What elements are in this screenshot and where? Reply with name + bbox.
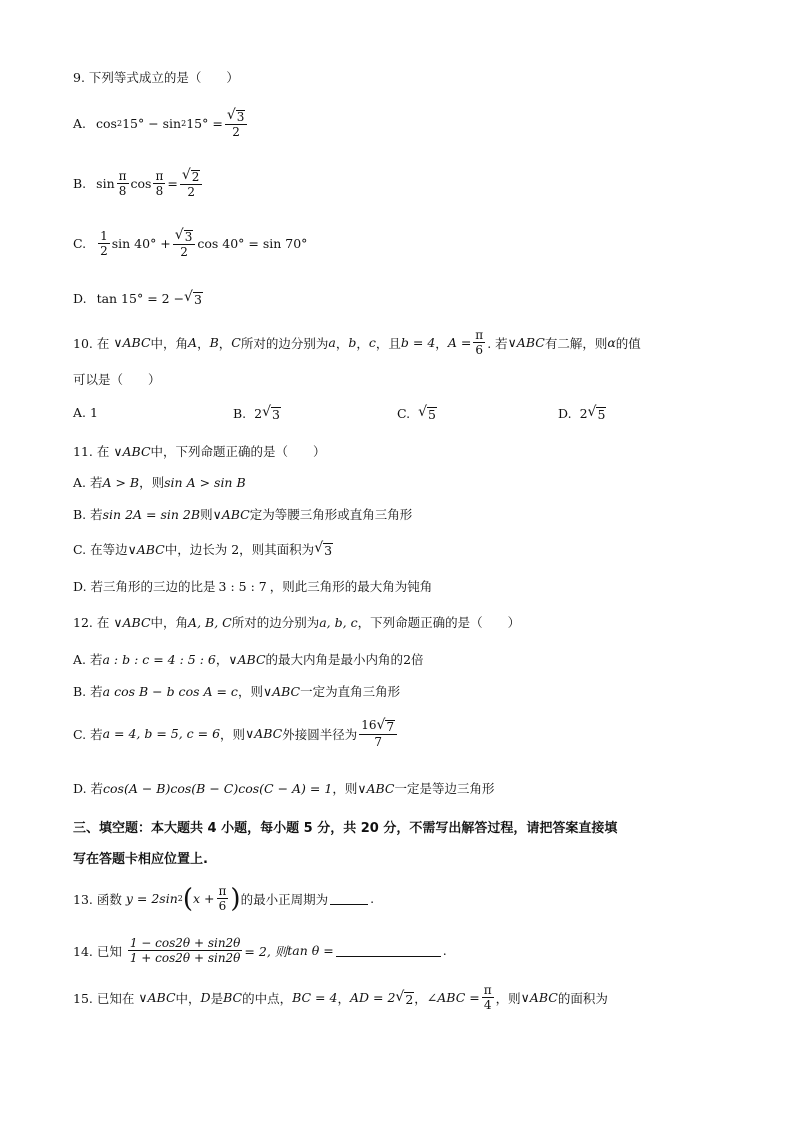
q10-option-a: A. 1 xyxy=(73,405,98,420)
q11-option-a: A. 若 A > B ，则 sin A > sin B xyxy=(73,474,246,490)
q9-option-a: A. cos 2 15° − sin 2 15° = √ 3 2 xyxy=(73,108,249,140)
q10-stem: 10. 在 ∨ABC 中，角 A ， B ， C 所对的边分别为 a ， b ， c ，且 b = 4 ， A = $\frac{\pi}{6}$ . 若 ∨ABC 有二解，则 α 的值 xyxy=(73,328,641,358)
q12-option-d: D. 若 cos(A − B)cos(B − C)cos(C − A) = 1 ，则 ∨ABC 一定是等边三角形 xyxy=(73,780,495,796)
section-heading: 三、填空题：本大题共 4 小题，每小题 5 分，共 20 分，不需写出解答过程，请把答案直接填 xyxy=(73,821,618,836)
q12-option-a: A. 若 a : b : c = 4 : 5 : 6 ， ∨ABC 的最大内角是最小内角的 2 倍 xyxy=(73,651,424,667)
q11-stem: 11. 在 ∨ABC 中，下列命题正确的是（ ） xyxy=(73,443,326,459)
q10-stem-cont: 可以是（ ） xyxy=(73,372,161,387)
q10-option-b: B. 2 √ 3 xyxy=(233,404,280,422)
q9-option-c: C. $\frac{1}{2}$ sin 40° + √ 3 2 cos 40° = sin 70° xyxy=(73,227,308,260)
q9-option-b: B. sin $\frac{\pi}{8}$ cos $\frac{\pi}{8}$ = √ 2 2 xyxy=(73,168,204,200)
q9-stem: 9. 下列等式成立的是（ ） xyxy=(73,70,239,85)
q11-option-c: C. 在等边 ∨ABC 中，边长为 2，则其面积为 √ 3 xyxy=(73,539,333,558)
q10-option-c: C. √ 5 xyxy=(397,404,436,422)
q12-stem: 12. 在 ∨ABC 中，角 A, B, C 所对的边分别为 a, b, c ，下列命题正确的是（ ） xyxy=(73,614,521,630)
q14-stem: 14. 已知 $\frac{1 - \cos 2\theta + \sin 2\theta}{1 + \cos 2\theta + \sin 2\theta}$ = 2, 则 tan θ = . xyxy=(73,936,447,966)
q15-stem: 15. 已知在 ∨ABC 中， D 是 BC 的中点， BC = 4 ， AD = 2 √ 2 ， ∠ABC = $\frac{\pi}{4}$ ，则 ∨ABC 的面积为 xyxy=(73,983,608,1013)
q10-option-d: D. 2 √ 5 xyxy=(558,404,606,422)
q11-option-b: B. 若 sin 2A = sin 2B 则 ∨ABC 定为等腰三角形或直角三角形 xyxy=(73,506,413,522)
answer-blank[interactable] xyxy=(330,892,368,905)
q11-option-d: D. 若三角形的三边的比是 3 : 5 : 7 ，则此三角形的最大角为钝角 xyxy=(73,578,433,594)
q13-stem: 13. 函数 y = 2sin 2 ( x + $\frac{\pi}{6}$ ) 的最小正周期为 . xyxy=(73,883,375,914)
answer-blank[interactable] xyxy=(336,944,441,957)
q12-option-b: B. 若 a cos B − b cos A = c ，则 ∨ABC 一定为直角三角形 xyxy=(73,683,401,699)
section-heading-cont: 写在答题卡相应位置上. xyxy=(73,852,208,867)
q9-option-d: D. tan 15° = 2 − √ 3 xyxy=(73,289,202,307)
q12-option-c: C. 若 a = 4, b = 5, c = 6 ，则 ∨ABC 外接圆半径为 16 √ 7 7 xyxy=(73,718,399,750)
